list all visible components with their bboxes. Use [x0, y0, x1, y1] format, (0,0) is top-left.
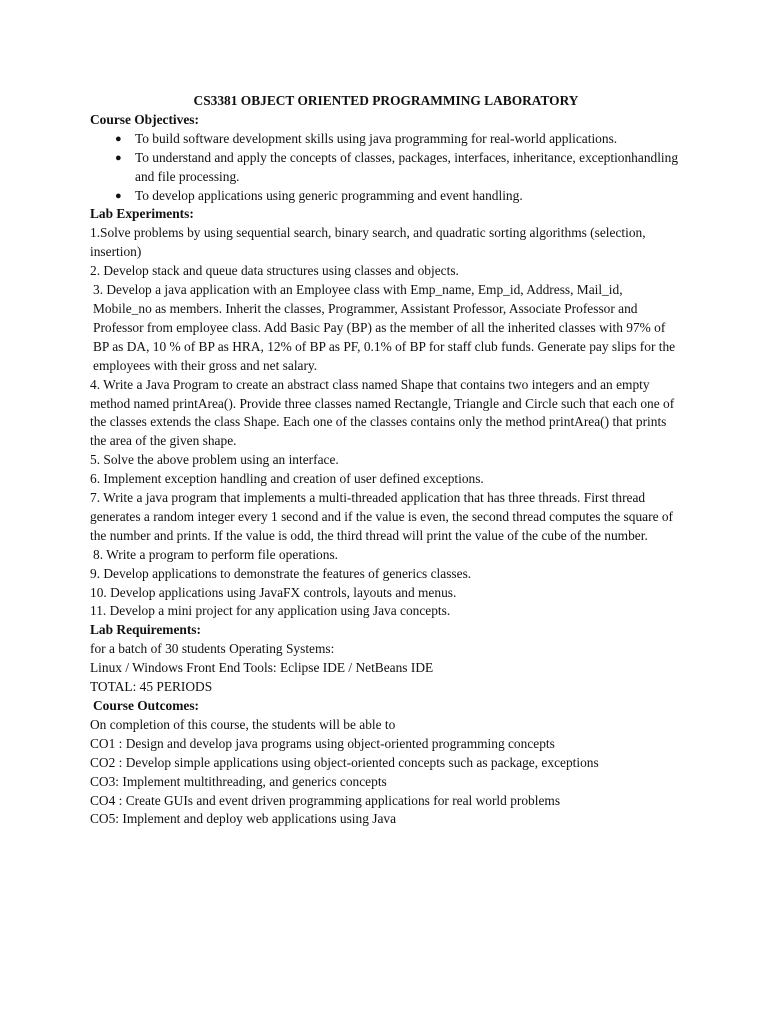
requirement-line: Linux / Windows Front End Tools: Eclipse IDE / NetBeans IDE: [90, 660, 434, 676]
objective-item: [90, 149, 680, 187]
bullet-icon: ●: [115, 189, 122, 202]
objective-text: To understand and apply the concepts of classes, packages, interfaces, inheritance, exceptionhandling and file processing.: [135, 149, 679, 184]
outcome-item: CO4 : Create GUIs and event driven programming applications for real world problems: [90, 792, 561, 808]
document-title: CS3381 OBJECT ORIENTED PROGRAMMING LABORATORY: [193, 93, 579, 108]
outcome-item: CO3: Implement multithreading, and generics concepts: [90, 773, 387, 789]
outcome-item: CO1 : Design and develop java programs using object-oriented programming concepts: [90, 735, 555, 751]
course-objectives-heading: Course Objectives:: [90, 111, 199, 127]
experiment-item: 3. Develop a java application with an Employee class with Emp_name, Emp_id, Address, Mail_id, Mobile_no as members. Inherit the classes, Programmer, Assistant Professor, Associate Professor and Professor from employee class. Add Basic Pay (BP) as the member of all the inherited classes with 97% of BP as DA, 10 % of BP as HRA, 12% of BP as PF, 0.1% of BP for staff club funds. Generate pay slips for the employees with their gross and net salary.: [93, 282, 676, 373]
requirement-line: for a batch of 30 students Operating Systems:: [90, 641, 335, 657]
experiment-item: 8. Write a program to perform file operations.: [93, 546, 338, 562]
experiment-item: 2. Develop stack and queue data structures using classes and objects.: [90, 263, 459, 279]
objective-item: [90, 187, 680, 206]
objective-item: [90, 130, 680, 149]
bullet-icon: ●: [115, 132, 122, 145]
experiment-item: 9. Develop applications to demonstrate the features of generics classes.: [90, 565, 472, 581]
experiment-item: 1.Solve problems by using sequential search, binary search, and quadratic sorting algorithms (selection, insertion): [90, 225, 646, 260]
lab-requirements-heading: Lab Requirements:: [90, 622, 201, 638]
course-outcomes-heading: Course Outcomes:: [93, 698, 199, 713]
experiment-item: 6. Implement exception handling and creation of user defined exceptions.: [90, 471, 484, 487]
syllabus-page: [90, 92, 680, 829]
experiment-item: 7. Write a java program that implements a multi-threaded application that has three threads. First thread generates a random integer every 1 second and if the value is even, the second thread computes the square of the number and prints. If the value is odd, the third thread will print the value of the cube of the number.: [90, 490, 674, 543]
objective-text: To develop applications using generic programming and event handling.: [135, 187, 523, 203]
objective-text: To build software development skills using java programming for real-world applications.: [135, 130, 618, 146]
outcomes-intro: On completion of this course, the students will be able to: [90, 716, 396, 732]
objectives-list: [90, 130, 680, 206]
lab-experiments-heading: Lab Experiments:: [90, 206, 194, 222]
outcome-item: CO5: Implement and deploy web applications using Java: [90, 811, 397, 827]
bullet-icon: ●: [115, 151, 122, 164]
experiment-item: 4. Write a Java Program to create an abstract class named Shape that contains two integers and an empty method named printArea(). Provide three classes named Rectangle, Triangle and Circle such that each one of the classes extends the class Shape. Each one of the classes contains only the method printArea() that prints the area of the given shape.: [90, 376, 675, 449]
experiment-item: 5. Solve the above problem using an interface.: [90, 452, 339, 468]
outcome-item: CO2 : Develop simple applications using object-oriented concepts such as package, exceptions: [90, 754, 599, 770]
experiment-item: 11. Develop a mini project for any application using Java concepts.: [90, 603, 451, 619]
experiment-item: 10. Develop applications using JavaFX controls, layouts and menus.: [90, 584, 457, 600]
total-periods: TOTAL: 45 PERIODS: [90, 679, 213, 695]
